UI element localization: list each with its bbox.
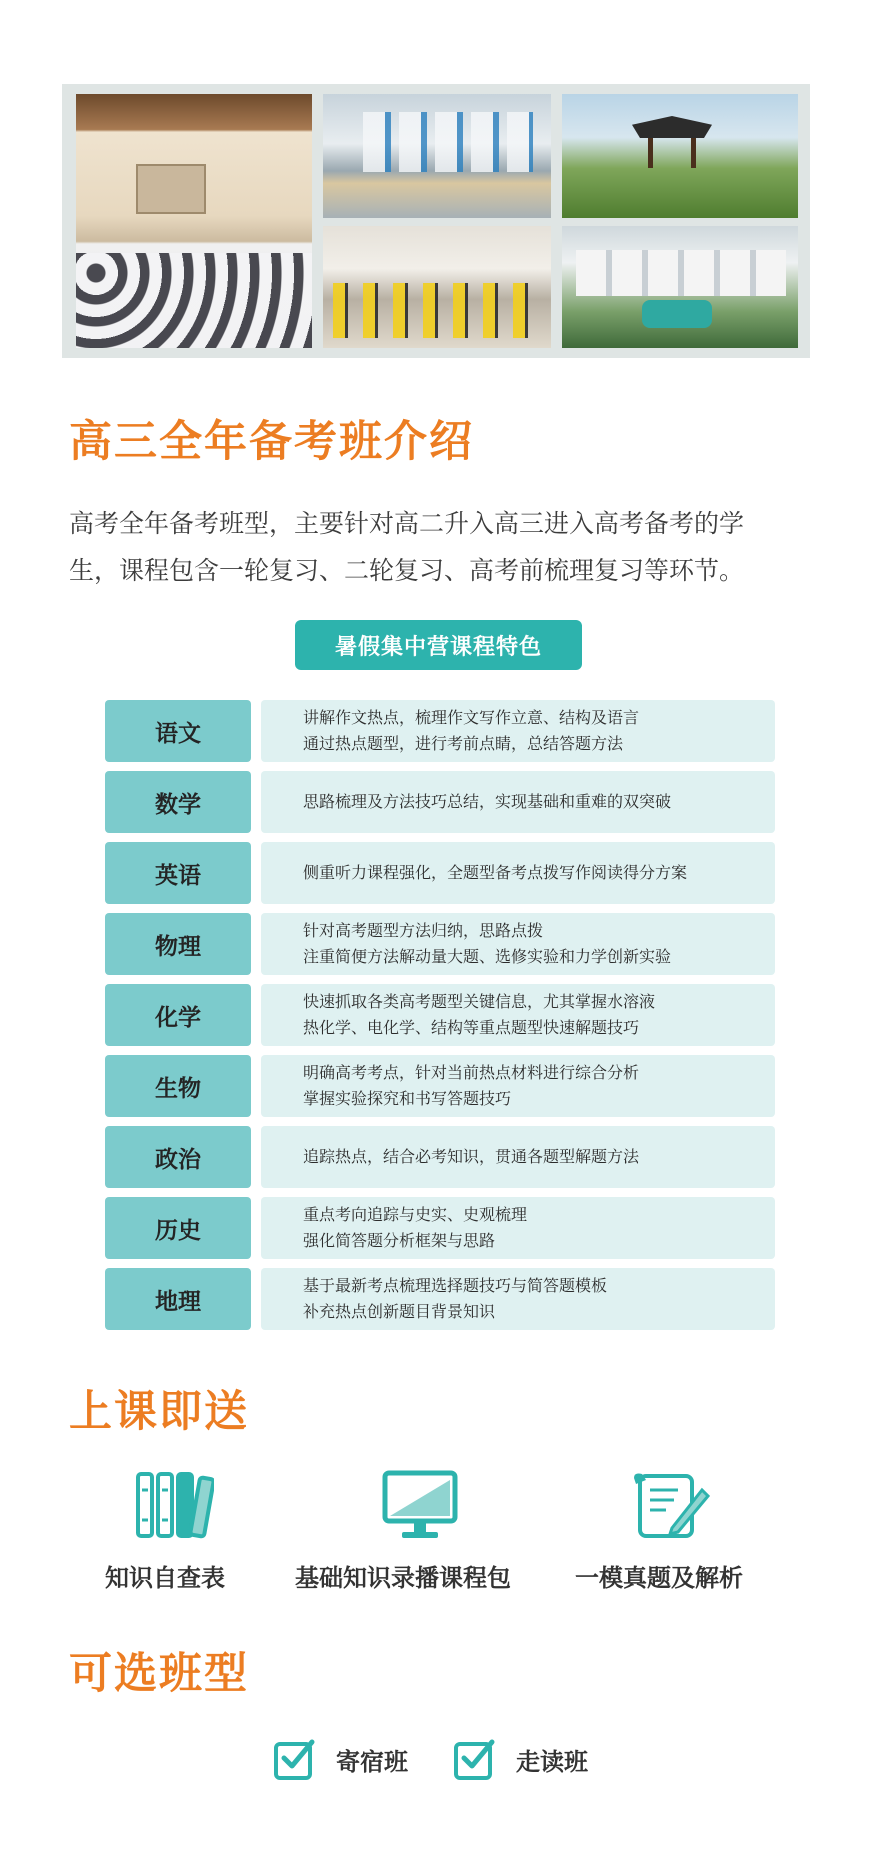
description-line: 快速抓取各类高考题型关键信息，尤其掌握水溶液 [303,992,656,1011]
intro-title: 高三全年备考班介绍 [69,417,474,467]
checkbox-icon [454,1738,496,1780]
description-line: 热化学、电化学、结构等重点题型快速解题技巧 [303,1018,640,1037]
intro-text [69,500,829,594]
subject-description [261,771,775,833]
subject-row [105,913,775,975]
subject-description [261,984,775,1046]
gift-item [382,1470,458,1540]
description-line: 补充热点创新题目背景知识 [303,1302,496,1321]
subject-description [261,913,775,975]
lecture-hall-photo [76,94,312,348]
subject-description [261,1268,775,1330]
gift-label: 基础知识录播课程包 [295,1564,511,1592]
subject-row [105,1055,775,1117]
monitor-icon [382,1470,458,1540]
subject-row [105,1268,775,1330]
subject-name: 英语 [105,842,251,904]
description-line: 掌握实验探究和书写答题技巧 [303,1089,512,1108]
subject-description [261,1055,775,1117]
intro-line: 生，课程包含一轮复习、二轮复习、高考前梳理复习等环节。 [69,556,745,585]
gift-item [134,1470,214,1540]
subject-name: 语文 [105,700,251,762]
description-line: 注重简便方法解动量大题、选修实验和力学创新实验 [303,947,672,966]
dining-hall-photo [323,226,551,348]
subject-name: 地理 [105,1268,251,1330]
description-line: 思路梳理及方法技巧总结，实现基础和重难的双突破 [303,792,672,811]
description-line: 通过热点题型，进行考前点睛，总结答题方法 [303,734,624,753]
option-boarding [274,1735,408,1783]
options-title: 可选班型 [69,1649,249,1699]
subject-description [261,842,775,904]
gift-label: 知识自查表 [105,1564,225,1592]
feature-banner: 暑假集中营课程特色 [295,620,582,670]
canteen-serving-photo [323,94,551,218]
description-line: 明确高考考点，针对当前热点材料进行综合分析 [303,1063,640,1082]
photo-collage [62,84,810,358]
subject-row [105,771,775,833]
description-line: 讲解作文热点，梳理作文写作立意、结构及语言 [303,708,640,727]
gift-label: 一模真题及解析 [575,1564,743,1592]
option-label: 寄宿班 [336,1747,408,1776]
subject-row [105,984,775,1046]
description-line: 侧重听力课程强化，全题型备考点拨写作阅读得分方案 [303,863,688,882]
subject-name: 数学 [105,771,251,833]
subject-name: 政治 [105,1126,251,1188]
subject-description [261,700,775,762]
subject-name: 化学 [105,984,251,1046]
subject-row [105,700,775,762]
description-line: 强化简答题分析框架与思路 [303,1231,496,1250]
subject-name: 生物 [105,1055,251,1117]
subject-name: 物理 [105,913,251,975]
scroll-pen-icon [632,1470,710,1542]
subject-name: 历史 [105,1197,251,1259]
option-day-student [454,1735,588,1783]
garden-pavilion-photo [562,94,798,218]
gift-item [632,1470,710,1542]
description-line: 基于最新考点梳理选择题技巧与简答题模板 [303,1276,608,1295]
campus-aerial-photo [562,226,798,348]
option-label: 走读班 [516,1747,588,1776]
gifts-title: 上课即送 [69,1387,249,1437]
description-line: 追踪热点，结合必考知识，贯通各题型解题方法 [303,1147,640,1166]
checkbox-icon [274,1738,316,1780]
books-icon [134,1470,214,1540]
subject-row [105,842,775,904]
description-line: 针对高考题型方法归纳，思路点拨 [303,921,544,940]
intro-line: 高考全年备考班型，主要针对高二升入高三进入高考备考的学 [69,509,745,538]
subject-row [105,1197,775,1259]
subject-row [105,1126,775,1188]
subject-description [261,1197,775,1259]
subject-description [261,1126,775,1188]
description-line: 重点考向追踪与史实、史观梳理 [303,1205,528,1224]
